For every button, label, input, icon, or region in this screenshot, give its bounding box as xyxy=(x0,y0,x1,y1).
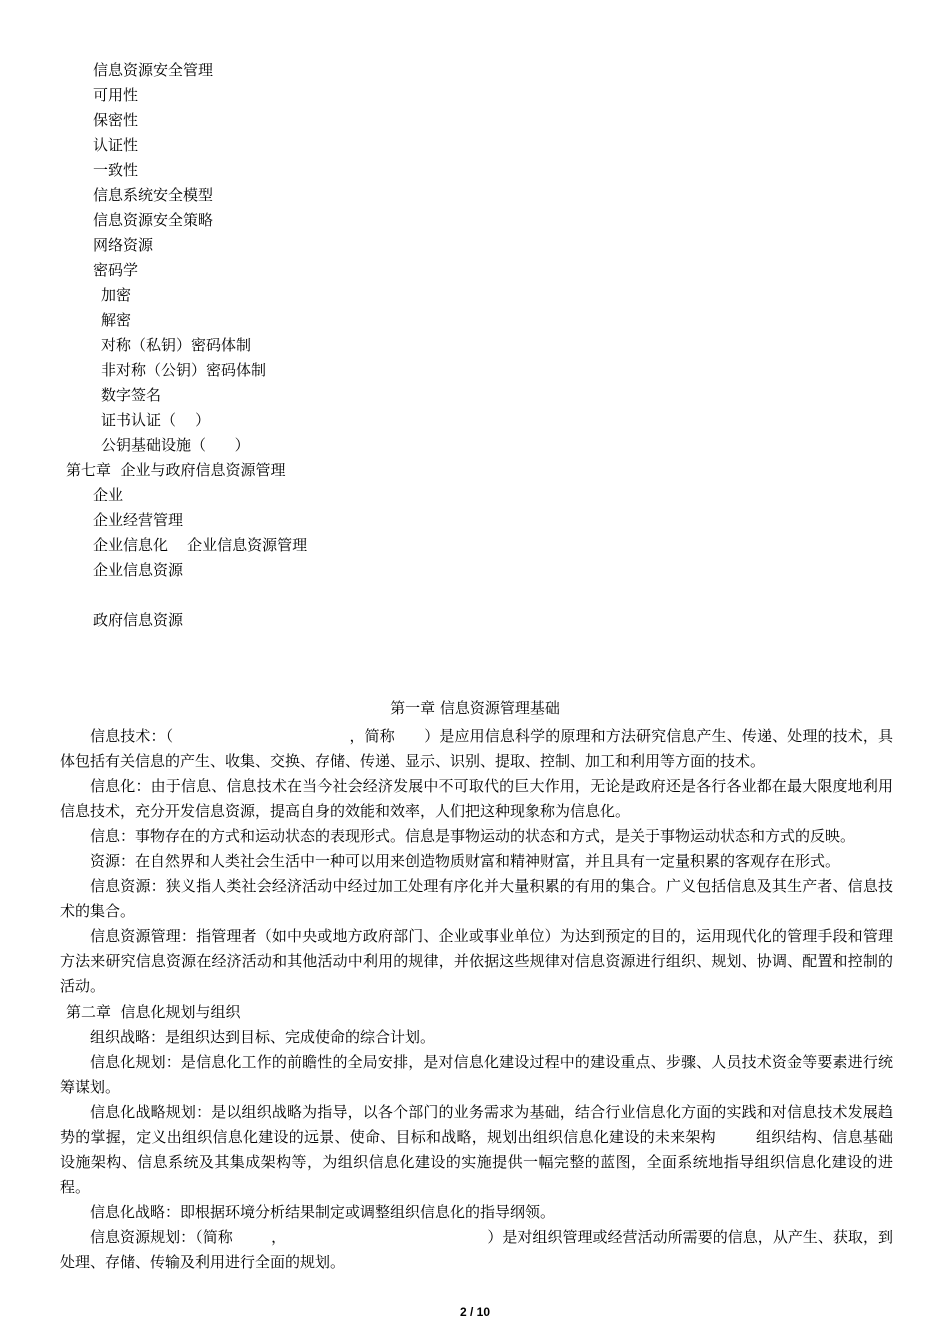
outline-item: 企业信息资源 xyxy=(93,561,184,579)
outline-subitem: 解密 xyxy=(101,311,132,329)
outline-item: 政府信息资源 xyxy=(93,611,184,629)
paragraph: 信息资源：狭义指人类社会经济活动中经过加工处理有序化并大量积累的有用的集合。广义包括信息及其生产者、信息技术的集合。 xyxy=(60,877,893,920)
outline-item: 一致性 xyxy=(93,161,139,179)
paragraph: 信息资源管理：指管理者（如中央或地方政府部门、企业或事业单位）为达到预定的目的，运用现代化的管理手段和管理方法来研究信息资源在经济活动和其他活动中利用的规律，并依据这些规律对信息资源进行组织、规划、协调、配置和控制的活动。 xyxy=(60,927,893,995)
paragraph: 信息技术：（ ，简称 ）是应用信息科学的原理和方法研究信息产生、传递、处理的技术，具体包括有关信息的产生、收集、交换、存储、传递、显示、识别、提取、控制、加工和利用等方面的技术。 xyxy=(60,727,893,770)
outline-subitem: 非对称（公钥）密码体制 xyxy=(101,361,267,379)
outline-subitem: 证书认证（ ） xyxy=(101,411,211,429)
chapter-title: 第一章 信息资源管理基础 xyxy=(390,699,560,717)
outline-item: 企业经营管理 xyxy=(93,511,184,529)
paragraph: 信息化规划：是信息化工作的前瞻性的全局安排，是对信息化建设过程中的建设重点、步骤、人员技术资金等要素进行统筹谋划。 xyxy=(60,1053,893,1096)
outline-item: 企业 xyxy=(93,486,124,504)
outline-item: 网络资源 xyxy=(93,236,154,254)
paragraph: 信息化战略：即根据环境分析结果制定或调整组织信息化的指导纲领。 xyxy=(90,1203,556,1221)
outline-item: 信息资源安全管理 xyxy=(93,61,214,79)
paragraph: 信息化战略规划：是以组织战略为指导，以各个部门的业务需求为基础，结合行业信息化方面的实践和对信息技术发展趋势的掌握，定义出组织信息化建设的远景、使命、目标和战略，规划出组织信息化建设的未来架构 组织结构、信息基础设施架构、信息系统及其集成架构等，为组织信息化建设的实施提供一幅完整的蓝图，全面系统地指导组织信息化建设的进程。 xyxy=(60,1103,893,1196)
paragraph: 资源：在自然界和人类社会生活中一种可以用来创造物质财富和精神财富，并且具有一定量积累的客观存在形式。 xyxy=(90,852,841,870)
paragraph: 组织战略：是组织达到目标、完成使命的综合计划。 xyxy=(90,1028,436,1046)
paragraph: 信息资源规划：（简称 ， ）是对组织管理或经营活动所需要的信息，从产生、获取，到处理、存储、传输及利用进行全面的规划。 xyxy=(60,1228,893,1271)
outline-item: 认证性 xyxy=(93,136,139,154)
outline-item: 企业信息化 企业信息资源管理 xyxy=(93,536,308,554)
outline-subitem: 公钥基础设施（ ） xyxy=(101,436,250,454)
outline-subitem: 加密 xyxy=(101,286,132,304)
outline-subitem: 数字签名 xyxy=(101,386,162,404)
chapter-heading: 第七章 企业与政府信息资源管理 xyxy=(66,461,286,479)
outline-item: 密码学 xyxy=(93,261,139,279)
outline-item: 信息系统安全模型 xyxy=(93,186,214,204)
outline-subitem: 对称（私钥）密码体制 xyxy=(101,336,252,354)
paragraph: 信息：事物存在的方式和运动状态的表现形式。信息是事物运动的状态和方式，是关于事物运动状态和方式的反映。 xyxy=(90,827,856,845)
chapter-heading: 第二章 信息化规划与组织 xyxy=(66,1003,241,1021)
outline-item: 可用性 xyxy=(93,86,139,104)
outline-item: 信息资源安全策略 xyxy=(93,211,214,229)
page-number: 2 / 10 xyxy=(459,1305,491,1319)
paragraph: 信息化：由于信息、信息技术在当今社会经济发展中不可取代的巨大作用，无论是政府还是各行各业都在最大限度地利用信息技术，充分开发信息资源，提高自身的效能和效率，人们把这种现象称为信息化。 xyxy=(60,777,893,820)
outline-item: 保密性 xyxy=(93,111,139,129)
